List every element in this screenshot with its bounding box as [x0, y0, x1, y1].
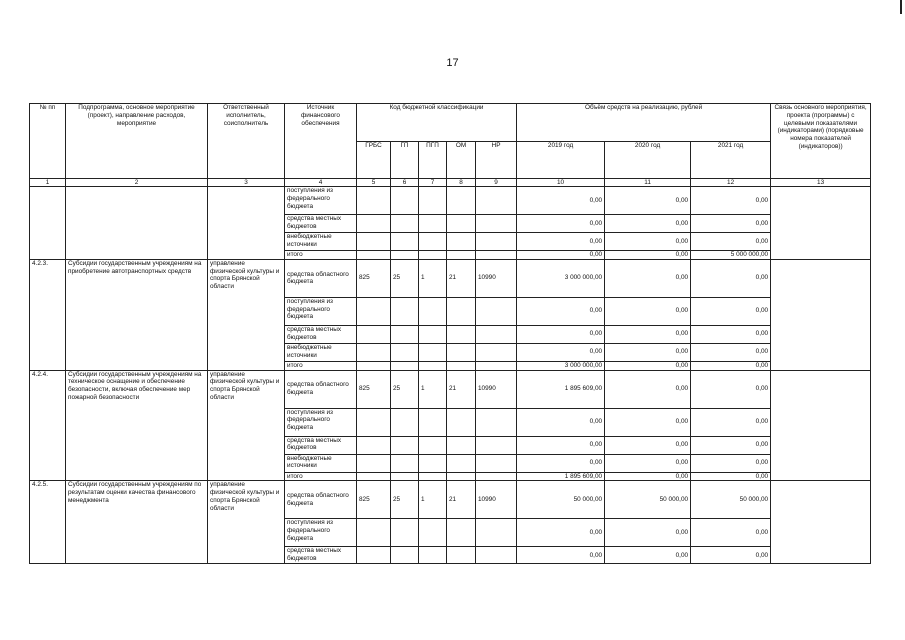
amount-2020: 0,00 [605, 233, 691, 251]
amount-2019: 0,00 [517, 187, 605, 215]
amount-2020: 0,00 [605, 259, 691, 297]
table-row [30, 370, 871, 408]
amount-2019: 1 895 609,00 [517, 370, 605, 408]
column-number: 11 [605, 179, 691, 187]
amount-2020: 0,00 [605, 436, 691, 454]
header-nr: НР [476, 141, 517, 179]
source-cell: итого [285, 472, 357, 481]
indicator-link-cell [771, 481, 871, 564]
amount-2021: 0,00 [691, 325, 771, 343]
amount-2019: 0,00 [517, 408, 605, 436]
table-row [30, 259, 871, 297]
amount-2019: 0,00 [517, 251, 605, 260]
amount-2021: 5 000 000,00 [691, 251, 771, 260]
amount-2019: 0,00 [517, 436, 605, 454]
amount-2019: 1 895 609,00 [517, 472, 605, 481]
table-header [30, 104, 871, 187]
amount-2021: 0,00 [691, 343, 771, 361]
amount-2021: 0,00 [691, 370, 771, 408]
responsible-cell: управление физической культуры и спорта Брянской области [208, 259, 285, 370]
amount-2021: 0,00 [691, 187, 771, 215]
header-budget-code: Код бюджетной классификации [357, 104, 517, 142]
responsible-cell: управление физической культуры и спорта Брянской области [208, 481, 285, 564]
amount-2019: 0,00 [517, 297, 605, 325]
page-number: 17 [446, 57, 459, 69]
source-cell: средства областного бюджета [285, 259, 357, 297]
source-cell: средства местных бюджетов [285, 325, 357, 343]
column-number: 12 [691, 179, 771, 187]
amount-2019: 0,00 [517, 547, 605, 564]
header-om: ОМ [447, 141, 476, 179]
source-cell: поступления из федерального бюджета [285, 187, 357, 215]
amount-2019: 0,00 [517, 343, 605, 361]
column-number: 3 [208, 179, 285, 187]
amount-2020: 0,00 [605, 251, 691, 260]
amount-2021: 0,00 [691, 233, 771, 251]
source-cell: поступления из федерального бюджета [285, 408, 357, 436]
table-row [30, 481, 871, 519]
grbs-cell: 825 [357, 481, 391, 519]
amount-2019: 0,00 [517, 233, 605, 251]
measure-name-cell: Субсидии государственным учреждениям на приобретение автотранспортных средств [66, 259, 208, 370]
pgp-cell: 1 [419, 370, 447, 408]
amount-2021: 0,00 [691, 547, 771, 564]
source-cell: внебюджетные источники [285, 454, 357, 472]
header-grbs: ГРБС [357, 141, 391, 179]
source-cell: средства местных бюджетов [285, 547, 357, 564]
source-cell: поступления из федерального бюджета [285, 297, 357, 325]
amount-2021: 0,00 [691, 361, 771, 370]
header-2020: 2020 год [605, 141, 691, 179]
amount-2020: 0,00 [605, 408, 691, 436]
source-cell: внебюджетные источники [285, 343, 357, 361]
responsible-cell [208, 187, 285, 260]
om-cell: 21 [447, 370, 476, 408]
amount-2020: 0,00 [605, 297, 691, 325]
gp-cell: 25 [391, 481, 419, 519]
budget-table-wrapper [29, 103, 871, 564]
table-body [30, 187, 871, 564]
amount-2021: 50 000,00 [691, 481, 771, 519]
gp-cell: 25 [391, 370, 419, 408]
header-source: Источник финансового обеспечения [285, 104, 357, 179]
pgp-cell: 1 [419, 259, 447, 297]
amount-2019: 3 000 000,00 [517, 259, 605, 297]
header-link: Связь основного мероприятия, проекта (программы) с целевыми показателями (индикаторами) (порядковые номера показателей (индикаторов)) [771, 104, 871, 179]
amount-2021: 0,00 [691, 408, 771, 436]
nr-cell: 10990 [476, 481, 517, 519]
row-no-cell: 4.2.5. [30, 481, 66, 564]
amount-2020: 0,00 [605, 472, 691, 481]
amount-2019: 3 000 000,00 [517, 361, 605, 370]
column-number: 2 [66, 179, 208, 187]
om-cell: 21 [447, 481, 476, 519]
grbs-cell: 825 [357, 370, 391, 408]
column-number: 8 [447, 179, 476, 187]
amount-2019: 0,00 [517, 519, 605, 547]
source-cell: итого [285, 361, 357, 370]
amount-2019: 0,00 [517, 215, 605, 233]
amount-2020: 0,00 [605, 547, 691, 564]
scan-edge-mark [900, 0, 902, 14]
source-cell: внебюджетные источники [285, 233, 357, 251]
column-number: 7 [419, 179, 447, 187]
header-2019: 2019 год [517, 141, 605, 179]
column-number: 6 [391, 179, 419, 187]
measure-name-cell: Субсидии государственным учреждениям на техническое оснащение и обеспечение безопасности, включая обеспечение мер пожарной безопасности [66, 370, 208, 481]
responsible-cell: управление физической культуры и спорта Брянской области [208, 370, 285, 481]
indicator-link-cell [771, 187, 871, 260]
amount-2020: 0,00 [605, 343, 691, 361]
amount-2021: 0,00 [691, 472, 771, 481]
amount-2019: 0,00 [517, 454, 605, 472]
amount-2019: 50 000,00 [517, 481, 605, 519]
table-row [30, 187, 871, 215]
row-no-cell: 4.2.3. [30, 259, 66, 370]
amount-2020: 0,00 [605, 519, 691, 547]
nr-cell: 10990 [476, 259, 517, 297]
amount-2021: 0,00 [691, 259, 771, 297]
measure-name-cell [66, 187, 208, 260]
indicator-link-cell [771, 259, 871, 370]
amount-2021: 0,00 [691, 297, 771, 325]
header-responsible: Ответственный исполнитель, соисполнитель [208, 104, 285, 179]
amount-2019: 0,00 [517, 325, 605, 343]
gp-cell: 25 [391, 259, 419, 297]
source-cell: итого [285, 251, 357, 260]
column-number: 9 [476, 179, 517, 187]
amount-2020: 0,00 [605, 361, 691, 370]
measure-name-cell: Субсидии государственным учреждениям по результатам оценки качества финансового менеджмента [66, 481, 208, 564]
row-no-cell [30, 187, 66, 260]
amount-2020: 0,00 [605, 325, 691, 343]
amount-2020: 0,00 [605, 215, 691, 233]
budget-table [29, 103, 871, 564]
column-number: 1 [30, 179, 66, 187]
header-no: № пп [30, 104, 66, 179]
column-number: 4 [285, 179, 357, 187]
header-program: Подпрограмма, основное мероприятие (проект), направление расходов, мероприятие [66, 104, 208, 179]
column-number: 13 [771, 179, 871, 187]
amount-2020: 0,00 [605, 454, 691, 472]
source-cell: поступления из федерального бюджета [285, 519, 357, 547]
row-no-cell: 4.2.4. [30, 370, 66, 481]
source-cell: средства местных бюджетов [285, 436, 357, 454]
column-number: 5 [357, 179, 391, 187]
amount-2021: 0,00 [691, 215, 771, 233]
amount-2020: 0,00 [605, 187, 691, 215]
header-gp: ГП [391, 141, 419, 179]
header-volume: Объём средств на реализацию, рублей [517, 104, 771, 142]
amount-2020: 50 000,00 [605, 481, 691, 519]
nr-cell: 10990 [476, 370, 517, 408]
om-cell: 21 [447, 259, 476, 297]
column-number-row [30, 179, 871, 187]
source-cell: средства местных бюджетов [285, 215, 357, 233]
amount-2021: 0,00 [691, 519, 771, 547]
amount-2020: 0,00 [605, 370, 691, 408]
column-number: 10 [517, 179, 605, 187]
header-2021: 2021 год [691, 141, 771, 179]
amount-2021: 0,00 [691, 454, 771, 472]
pgp-cell: 1 [419, 481, 447, 519]
amount-2021: 0,00 [691, 436, 771, 454]
grbs-cell: 825 [357, 259, 391, 297]
header-pgp: ПГП [419, 141, 447, 179]
source-cell: средства областного бюджета [285, 481, 357, 519]
source-cell: средства областного бюджета [285, 370, 357, 408]
indicator-link-cell [771, 370, 871, 481]
